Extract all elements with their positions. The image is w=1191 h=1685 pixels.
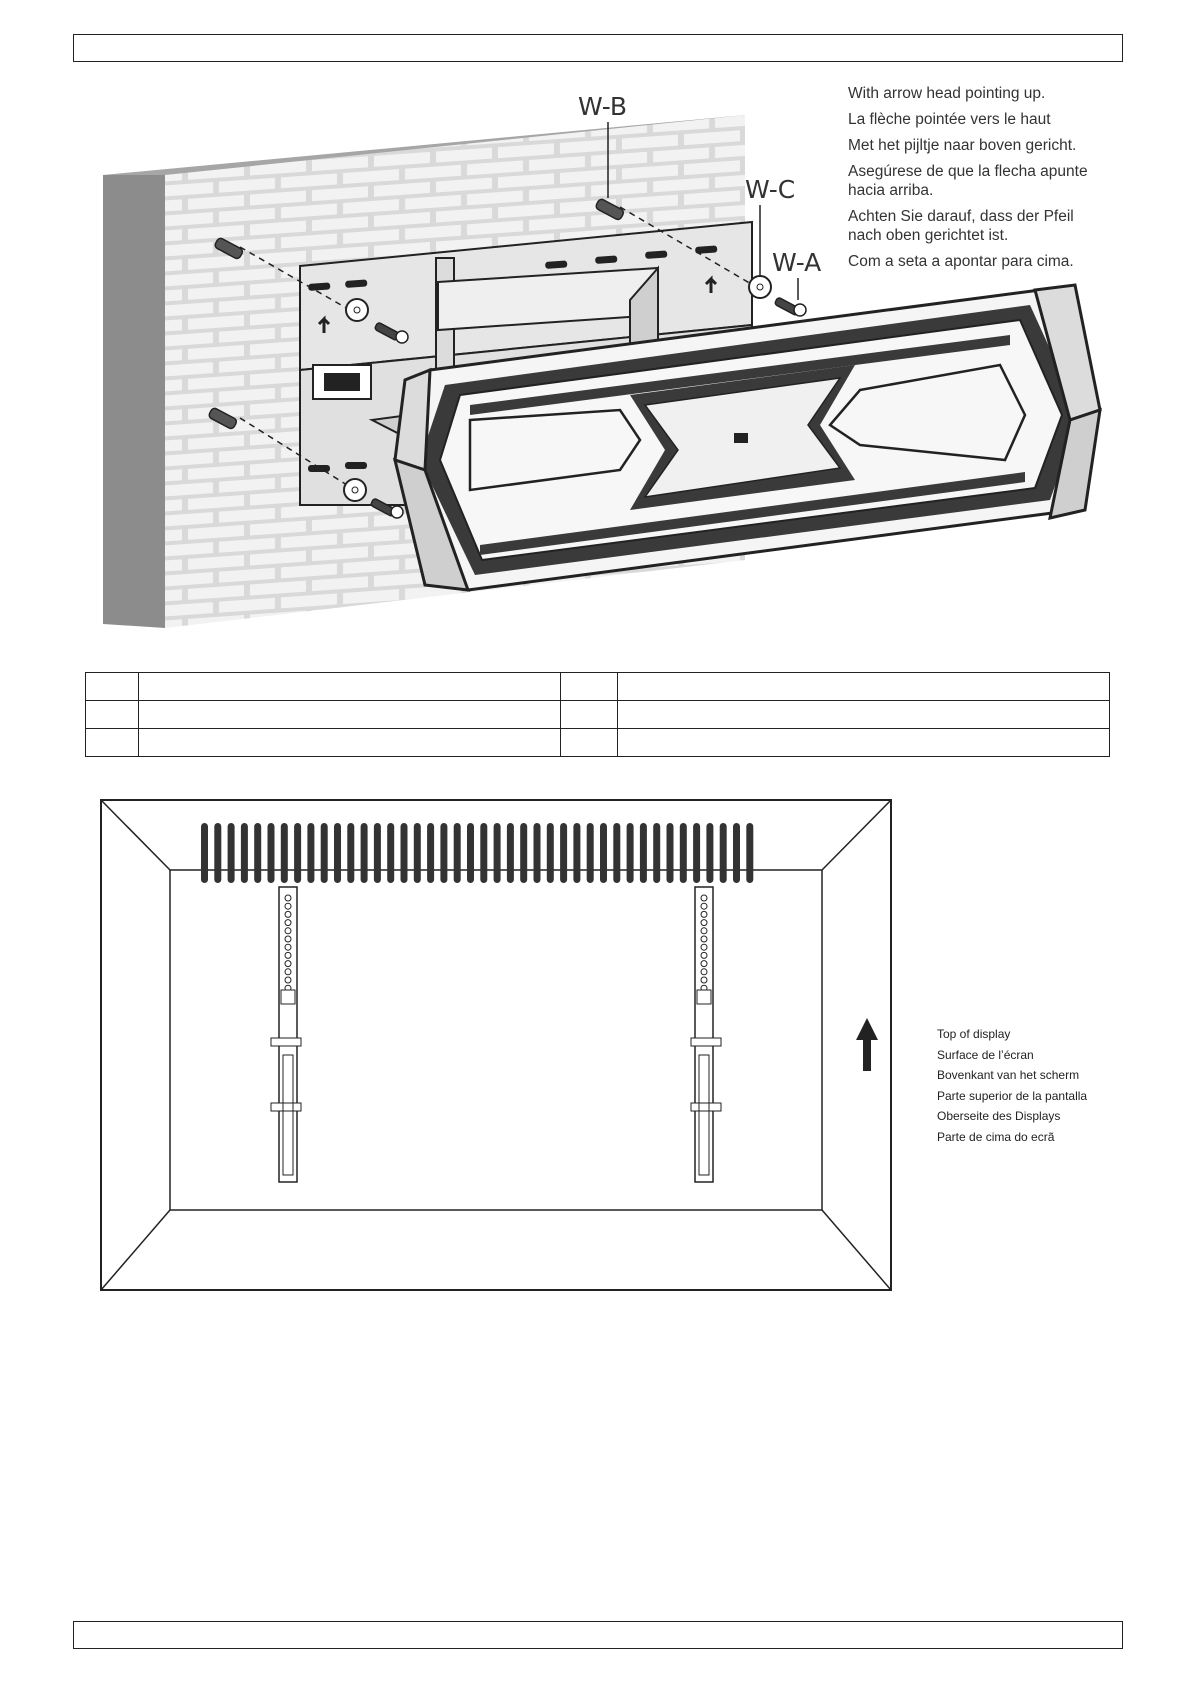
table-cell xyxy=(618,701,1110,729)
table-cell xyxy=(86,673,139,701)
table-row xyxy=(86,673,1110,701)
top-of-display-labels xyxy=(937,1024,1087,1147)
table-cell xyxy=(561,729,618,757)
table-cell xyxy=(561,701,618,729)
instruction-de: Achten Sie darauf, dass der Pfeil nach oben gerichtet ist. xyxy=(848,208,1074,244)
table-cell xyxy=(86,729,139,757)
table-row xyxy=(86,701,1110,729)
callout-wa: W-A xyxy=(772,248,822,277)
table-cell xyxy=(618,729,1110,757)
top-label-de: Oberseite des Displays xyxy=(937,1109,1061,1123)
parts-table xyxy=(85,672,1110,757)
footer-bar xyxy=(73,1621,1123,1649)
callout-wc: W-C xyxy=(745,175,796,204)
top-label-nl: Bovenkant van het scherm xyxy=(937,1068,1080,1082)
instruction-es: Asegúrese de que la flecha apunte hacia arriba. xyxy=(848,163,1088,199)
instruction-fr: La flèche pointée vers le haut xyxy=(848,111,1051,128)
top-label-en: Top of display xyxy=(937,1027,1011,1041)
table-row xyxy=(86,729,1110,757)
table-cell xyxy=(561,673,618,701)
top-label-pt: Parte de cima do ecrã xyxy=(937,1129,1055,1144)
instruction-nl: Met het pijltje naar boven gericht. xyxy=(848,137,1077,154)
table-cell xyxy=(139,701,561,729)
table-cell xyxy=(86,701,139,729)
table-cell xyxy=(618,673,1110,701)
table-cell xyxy=(139,729,561,757)
callout-wb: W-B xyxy=(578,92,627,121)
top-label-fr: Surface de l’écran xyxy=(937,1047,1034,1062)
instruction-pt: Com a seta a apontar para cima. xyxy=(848,253,1074,270)
instruction-en: With arrow head pointing up. xyxy=(848,85,1046,102)
table-cell xyxy=(139,673,561,701)
top-label-es: Parte superior de la pantalla xyxy=(937,1088,1088,1103)
arrow-instructions xyxy=(848,84,1108,278)
